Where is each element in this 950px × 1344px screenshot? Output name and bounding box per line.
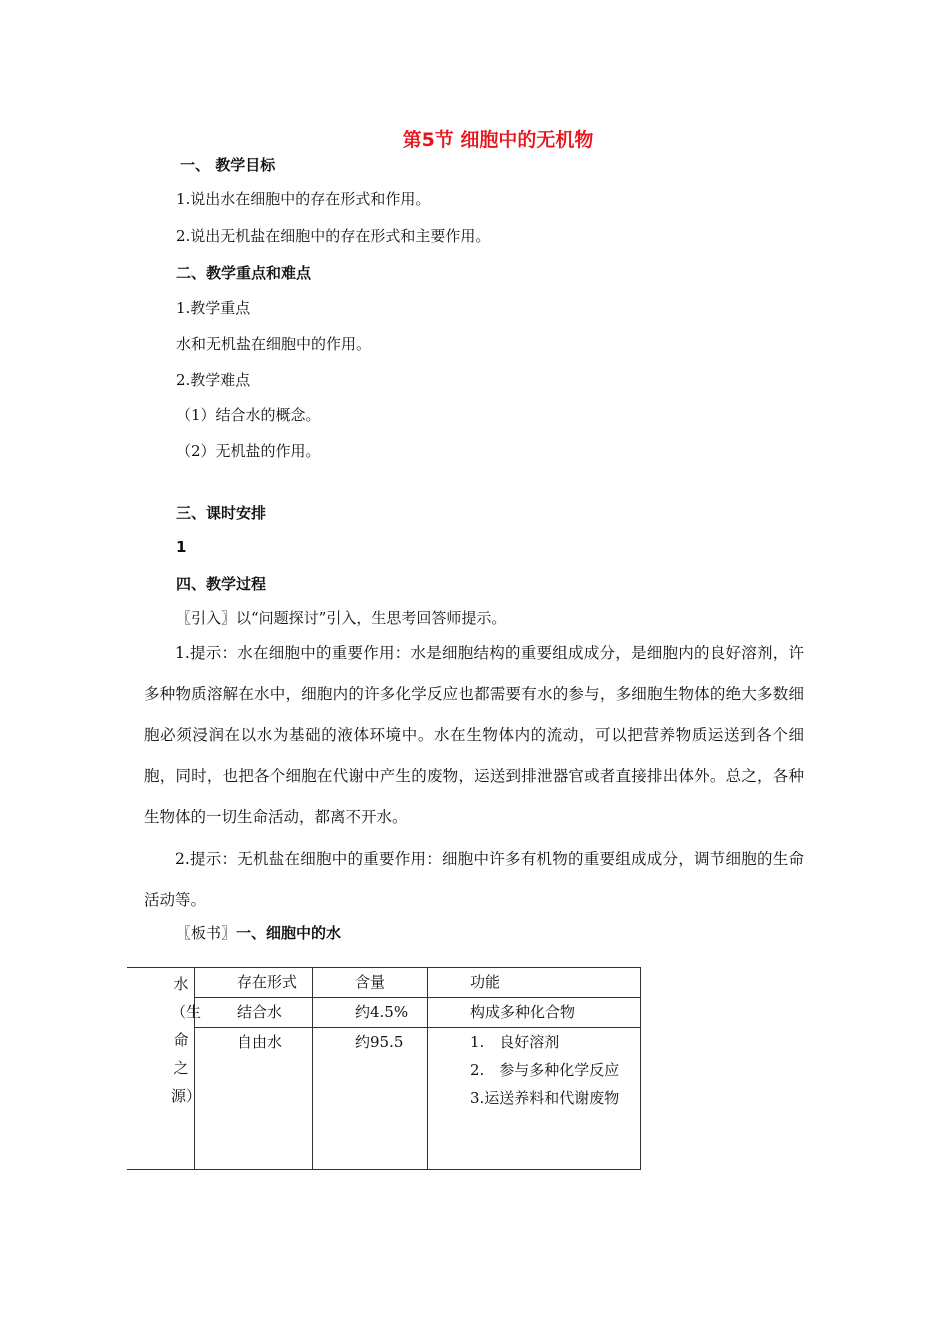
paragraph-salt xyxy=(144,839,804,921)
section-1-heading: 一、 教学目标 xyxy=(180,156,276,174)
board-title: 一、细胞中的水 xyxy=(236,924,342,942)
function-item: 1. 良好溶剂 xyxy=(470,1033,560,1051)
function-item: 2. 参与多种化学反应 xyxy=(470,1061,620,1079)
difficulty-item: （1）结合水的概念。 xyxy=(176,406,321,424)
paragraph-salt-text: 2.提示：无机盐在细胞中的重要作用：细胞中许多有机物的重要组成成分，调节细胞的生命活动等。 xyxy=(144,850,804,909)
section-4-heading: 四、教学过程 xyxy=(176,575,267,593)
page-title: 第5节 细胞中的无机物 xyxy=(402,129,594,151)
difficulty-label: 2.教学难点 xyxy=(176,371,251,389)
function-cell: 构成多种化合物 xyxy=(428,998,641,1028)
function-item: 3.运送养料和代谢废物 xyxy=(470,1089,620,1107)
intro-line: 〖引入〗以“问题探讨”引入，生思考回答师提示。 xyxy=(176,609,507,627)
difficulty-item: （2）无机盐的作用。 xyxy=(176,442,321,460)
water-table xyxy=(127,967,641,1170)
key-point-label: 1.教学重点 xyxy=(176,299,251,317)
header-function: 功能 xyxy=(428,968,641,998)
objective-item: 2.说出无机盐在细胞中的存在形式和主要作用。 xyxy=(176,227,491,245)
row-header-cell xyxy=(127,968,202,1170)
paragraph-water xyxy=(144,633,804,838)
header-amount: 含量 xyxy=(313,968,428,998)
section-3-heading: 三、课时安排 xyxy=(176,504,267,522)
amount-cell: 约95.5 xyxy=(313,1028,428,1170)
section-2-heading: 二、教学重点和难点 xyxy=(176,264,312,282)
form-cell: 结合水 xyxy=(195,998,313,1028)
board-line xyxy=(176,922,341,943)
board-prefix: 〖板书〗 xyxy=(176,924,237,942)
row-header-text: 水（生命之源） xyxy=(171,975,202,1105)
objective-item: 1.说出水在细胞中的存在形式和作用。 xyxy=(176,190,431,208)
paragraph-water-text: 1.提示：水在细胞中的重要作用：水是细胞结构的重要组成成分，是细胞内的良好溶剂，许多种物质溶解在水中，细胞内的许多化学反应也都需要有水的参与，多细胞生物体的绝大多数细胞必须浸润在以水为基础的液体环境中。水在生物体内的流动，可以把营养物质运送到各个细胞，同时，也把各个细胞在代谢中产生的废物，运送到排泄器官或者直接排出体外。总之，各种生物体的一切生命活动，都离不开水。 xyxy=(144,644,804,826)
header-form: 存在形式 xyxy=(195,968,313,998)
form-cell: 自由水 xyxy=(195,1028,313,1170)
lesson-count: 1 xyxy=(176,538,187,556)
amount-cell: 约4.5% xyxy=(313,998,428,1028)
key-point-text: 水和无机盐在细胞中的作用。 xyxy=(176,335,372,353)
function-list-cell xyxy=(428,1028,641,1170)
